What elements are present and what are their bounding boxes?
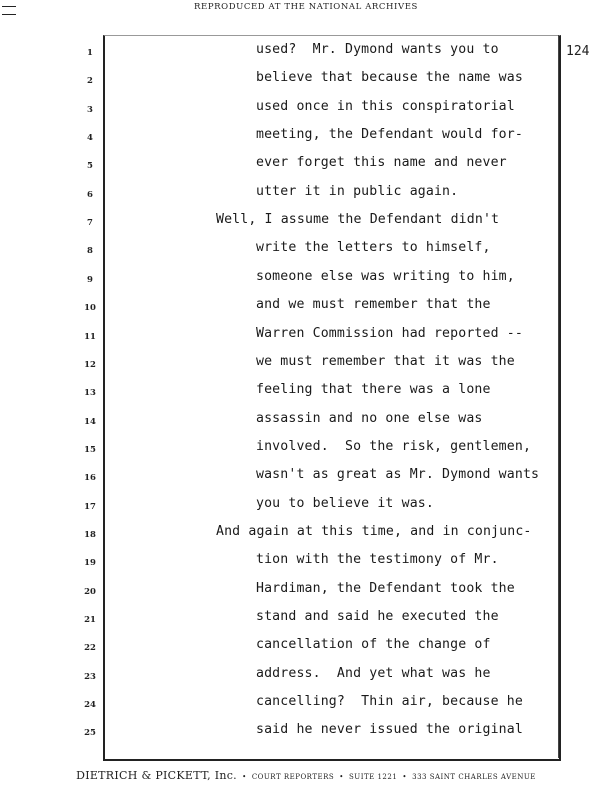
line-number: 21 <box>84 615 96 625</box>
line-number: 20 <box>84 586 96 597</box>
line-text: Warren Commission had reported -- <box>256 325 523 341</box>
line-text: write the letters to himself, <box>256 240 491 256</box>
line-number: 2 <box>87 76 93 87</box>
line-text: tion with the testimony of Mr. <box>256 552 499 568</box>
line-text: said he never issued the original <box>256 722 523 738</box>
line-text: meeting, the Defendant would for- <box>256 127 523 143</box>
line-number: 9 <box>87 274 93 285</box>
line-number: 18 <box>84 529 96 540</box>
line-text: wasn't as great as Mr. Dymond wants <box>256 467 540 483</box>
line-number: 8 <box>87 246 93 257</box>
transcript-line <box>0 155 612 181</box>
line-text: assassin and no one else was <box>256 410 483 426</box>
line-number: 17 <box>84 501 96 512</box>
line-text: we must remember that it was the <box>256 353 515 369</box>
line-text: feeling that there was a lone <box>256 382 491 398</box>
page-number: 124 <box>566 44 590 59</box>
transcript-line <box>0 666 612 692</box>
line-number: 3 <box>87 104 93 115</box>
footer-separator: • <box>402 773 408 781</box>
transcript-line <box>0 212 612 238</box>
line-number: 4 <box>87 133 93 144</box>
footer <box>0 764 612 783</box>
transcript-line <box>0 552 612 578</box>
transcript-line <box>0 326 612 352</box>
footer-role: COURT REPORTERS <box>251 773 335 781</box>
line-text: ever forget this name and never <box>256 155 507 171</box>
line-text: involved. So the risk, gentlemen, <box>256 438 532 454</box>
transcript-line <box>0 240 612 266</box>
transcript-line <box>0 439 612 465</box>
line-text: cancellation of the change of <box>256 637 491 653</box>
transcript-line <box>0 127 612 153</box>
line-number: 14 <box>84 416 96 427</box>
transcript-line <box>0 269 612 295</box>
footer-address: 333 SAINT CHARLES AVENUE <box>412 773 536 781</box>
line-text: address. And yet what was he <box>256 665 491 681</box>
line-text: cancelling? Thin air, because he <box>256 694 523 710</box>
line-number: 22 <box>84 643 96 654</box>
transcript-line <box>0 637 612 663</box>
line-number: 7 <box>87 218 93 229</box>
transcript-line <box>0 184 612 210</box>
transcript-line <box>0 70 612 96</box>
transcript-line <box>0 382 612 408</box>
transcript-line <box>0 42 612 68</box>
footer-separator: • <box>339 773 344 781</box>
line-number: 6 <box>87 189 93 200</box>
footer-suite: SUITE 1221 <box>349 773 398 781</box>
line-text: utter it in public again. <box>256 183 459 199</box>
line-text: used once in this conspiratorial <box>256 98 515 114</box>
line-number: 13 <box>84 388 96 399</box>
line-text: Well, I assume the Defendant didn't <box>216 212 500 228</box>
line-number: 24 <box>84 700 96 711</box>
transcript-line <box>0 467 612 493</box>
line-text: believe that because the name was <box>256 70 523 86</box>
line-number: 19 <box>84 558 96 569</box>
transcript-line <box>0 722 612 748</box>
archive-stamp: REPRODUCED AT THE NATIONAL ARCHIVES <box>194 2 418 12</box>
line-number: 5 <box>87 161 93 172</box>
line-number: 23 <box>84 671 96 682</box>
line-number: 25 <box>84 728 96 739</box>
transcript-line <box>0 524 612 550</box>
line-text: someone else was writing to him, <box>256 268 515 284</box>
transcript-line <box>0 354 612 380</box>
line-number: 1 <box>87 48 93 58</box>
line-number: 11 <box>84 331 96 342</box>
transcript-line <box>0 297 612 323</box>
line-text: and we must remember that the <box>256 297 491 313</box>
line-text: you to believe it was. <box>256 495 434 511</box>
line-text: And again at this time, and in conjunc- <box>216 523 532 539</box>
transcript-line <box>0 581 612 607</box>
footer-firm: DIETRICH & PICKETT, Inc. <box>76 769 237 782</box>
line-number: 15 <box>84 444 96 455</box>
transcript-line <box>0 411 612 437</box>
footer-separator: • <box>242 773 247 781</box>
line-number: 10 <box>84 303 96 314</box>
line-text: Hardiman, the Defendant took the <box>256 580 515 596</box>
line-number: 16 <box>84 473 96 484</box>
line-text: used? Mr. Dymond wants you to <box>256 42 499 57</box>
transcript-line <box>0 496 612 522</box>
transcript-line <box>0 694 612 720</box>
line-number: 12 <box>84 359 96 370</box>
transcript-line <box>0 99 612 125</box>
line-text: stand and said he executed the <box>256 609 499 624</box>
transcript-line <box>0 609 612 635</box>
